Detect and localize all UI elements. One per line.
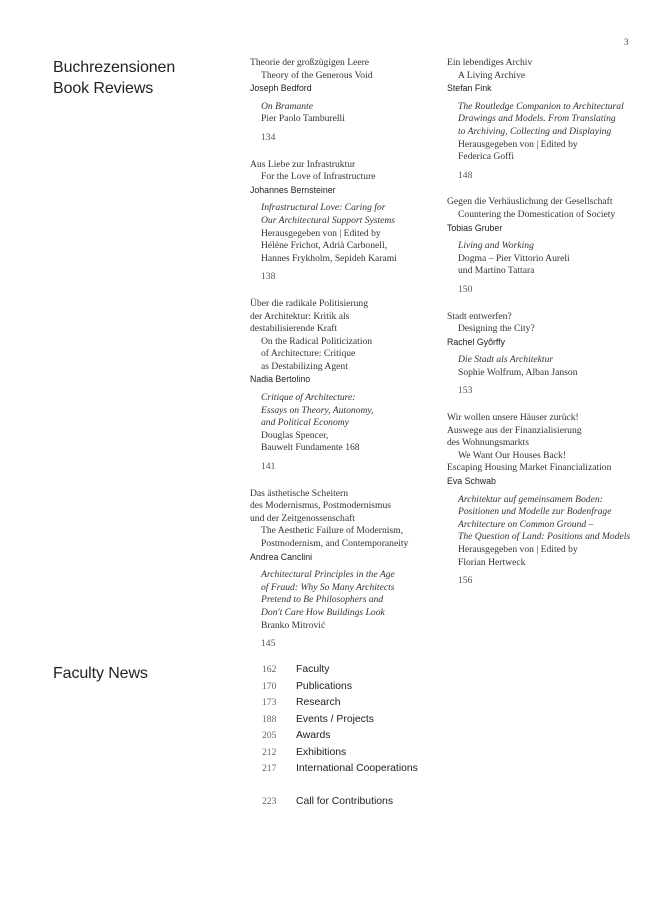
book-author: Hélène Frichot, Adrià Carbonell, xyxy=(261,240,388,252)
reviewer-name: Stefan Fink xyxy=(447,83,492,94)
reviewed-book xyxy=(447,240,637,278)
review-title-de: Stadt entwerfen? xyxy=(447,310,512,322)
book-author: Pier Paolo Tamburelli xyxy=(261,113,345,125)
review-title-de: Gegen die Verhäuslichung der Gesellschaft xyxy=(447,196,613,208)
book-reviews-heading xyxy=(53,57,175,99)
book-title: Don't Care How Buildings Look xyxy=(261,606,385,618)
book-author: und Martino Tattara xyxy=(458,265,535,277)
book-title: Essays on Theory, Autonomy, xyxy=(261,404,374,416)
book-title: Architectural Principles in the Age xyxy=(261,569,395,581)
book-title: Living and Working xyxy=(458,240,534,252)
review-page-number: 134 xyxy=(261,131,276,143)
review-title-de: Das ästhetische Scheitern xyxy=(250,487,349,499)
book-title: Architektur auf gemeinsamem Boden: xyxy=(458,493,603,505)
book-title: Drawings and Models. From Translating xyxy=(458,113,616,125)
faculty-news-item[interactable] xyxy=(262,664,418,681)
book-title: Die Stadt als Architektur xyxy=(458,354,554,366)
review-page-number: 148 xyxy=(458,169,473,181)
review-entry[interactable] xyxy=(250,159,440,284)
book-title: Our Architectural Support Systems xyxy=(261,214,396,226)
reviewer-name: Andrea Canclini xyxy=(250,551,313,562)
news-page-number: 170 xyxy=(262,680,277,692)
book-author: Bauwelt Fundamente 168 xyxy=(261,442,360,454)
review-title-en: Theory of the Generous Void xyxy=(261,69,373,81)
review-entry[interactable] xyxy=(250,488,440,651)
news-page-number: 162 xyxy=(262,664,277,675)
book-author: Herausgegeben von | Edited by xyxy=(261,227,381,239)
reviews-column-1 xyxy=(250,57,440,665)
review-entry[interactable] xyxy=(250,298,440,474)
news-label: Events / Projects xyxy=(296,713,374,725)
book-reviews-title-en: Book Reviews xyxy=(53,80,154,97)
review-title-de: Über die radikale Politisierung xyxy=(250,297,369,309)
book-author: Herausgegeben von | Edited by xyxy=(458,544,578,555)
review-title-en: as Destabilizing Agent xyxy=(261,360,348,372)
review-entry[interactable] xyxy=(447,412,637,588)
review-title-de: destabilisierende Kraft xyxy=(250,323,338,335)
news-page-number: 173 xyxy=(262,697,277,708)
review-title-en: Postmodernism, and Contemporaneity xyxy=(261,538,409,549)
review-title-en: We Want Our Houses Back! xyxy=(458,449,567,461)
faculty-news-item[interactable] xyxy=(262,763,418,780)
reviewed-book xyxy=(250,101,440,126)
reviewed-book xyxy=(447,354,637,379)
review-entry[interactable] xyxy=(447,311,637,399)
reviewed-book xyxy=(250,202,440,265)
review-title-de: Theorie der großzügigen Leere xyxy=(250,57,370,68)
review-title-en: Escaping Housing Market Financialization xyxy=(447,462,612,474)
book-title: and Political Economy xyxy=(261,417,349,429)
news-label: Faculty xyxy=(296,664,330,675)
book-title: Positionen und Modelle zur Bodenfrage xyxy=(458,506,612,518)
book-author: Hannes Frykholm, Sepideh Karami xyxy=(261,252,397,264)
review-title-en: On the Radical Politicization xyxy=(261,335,373,347)
book-author: Florian Hertweck xyxy=(458,556,526,568)
review-page-number: 156 xyxy=(458,575,473,587)
book-title: of Fraud: Why So Many Architects xyxy=(261,581,395,593)
review-entry[interactable] xyxy=(447,57,637,182)
book-title: The Question of Land: Positions and Models xyxy=(458,531,631,543)
book-author: Federica Goffi xyxy=(458,151,515,163)
review-title-en: Designing the City? xyxy=(458,323,535,335)
reviewer-name: Joseph Bedford xyxy=(250,83,312,94)
news-label: Call for Contributions xyxy=(296,795,394,807)
reviewer-name: Tobias Gruber xyxy=(447,222,503,233)
faculty-news-item[interactable] xyxy=(262,747,418,764)
review-page-number: 141 xyxy=(261,461,276,473)
faculty-news-list xyxy=(262,664,418,812)
faculty-news-item[interactable] xyxy=(262,681,418,698)
reviewer-name: Eva Schwab xyxy=(447,476,496,487)
news-label: Research xyxy=(296,697,341,708)
faculty-news-item[interactable] xyxy=(262,714,418,731)
book-title: The Routledge Companion to Architectural xyxy=(458,100,624,112)
book-author: Sophie Wolfrum, Alban Janson xyxy=(458,366,578,378)
book-title: On Bramante xyxy=(261,100,313,112)
review-page-number: 145 xyxy=(261,638,276,650)
review-title-en: A Living Archive xyxy=(458,69,526,81)
reviewer-name: Rachel Győrffy xyxy=(447,336,506,347)
book-author: Branko Mitrović xyxy=(261,619,326,631)
review-title-de: der Architektur: Kritik als xyxy=(250,310,350,322)
reviewed-book xyxy=(250,392,440,455)
news-page-number: 188 xyxy=(262,713,277,725)
reviewed-book xyxy=(447,494,637,570)
review-entry[interactable] xyxy=(250,57,440,145)
review-title-de: Ein lebendiges Archiv xyxy=(447,57,533,68)
reviewed-book xyxy=(250,569,440,632)
news-label: Exhibitions xyxy=(296,746,347,758)
reviews-column-2 xyxy=(447,57,637,602)
review-title-de: Wir wollen unsere Häuser zurück! xyxy=(447,412,579,424)
book-author: Douglas Spencer, xyxy=(261,429,329,441)
review-title-en: of Architecture: Critique xyxy=(261,348,356,360)
news-label: Awards xyxy=(296,730,331,741)
review-title-en: The Aesthetic Failure of Modernism, xyxy=(261,525,404,537)
book-author: Dogma – Pier Vittorio Aureli xyxy=(458,252,570,264)
book-title: to Archiving, Collecting and Displaying xyxy=(458,125,612,137)
reviewed-book xyxy=(447,101,637,164)
review-title-de: Auswege aus der Finanzialisierung xyxy=(447,424,582,436)
book-title: Critique of Architecture: xyxy=(261,392,356,404)
faculty-news-item[interactable] xyxy=(262,697,418,714)
review-title-de: Aus Liebe zur Infrastruktur xyxy=(250,158,356,170)
reviewer-name: Johannes Bernsteiner xyxy=(250,184,336,195)
reviewer-name: Nadia Bertolino xyxy=(250,374,311,385)
book-title: Infrastructural Love: Caring for xyxy=(261,202,386,214)
review-page-number: 138 xyxy=(261,271,276,283)
page-number: 3 xyxy=(624,37,629,47)
faculty-news-item[interactable] xyxy=(262,730,418,747)
review-title-de: des Modernismus, Postmodernismus xyxy=(250,500,391,512)
faculty-news-item[interactable] xyxy=(262,796,418,813)
book-title: Architecture on Common Ground – xyxy=(458,518,594,530)
faculty-news-title: Faculty News xyxy=(53,665,148,682)
news-page-number: 205 xyxy=(262,730,277,741)
review-page-number: 153 xyxy=(458,385,473,397)
review-page-number: 150 xyxy=(458,283,473,295)
review-title-de: und der Zeitgenossenschaft xyxy=(250,512,355,524)
book-reviews-title-de: Buchrezensionen xyxy=(53,59,176,76)
review-title-de: des Wohnungsmarkts xyxy=(447,437,529,449)
news-label: Publications xyxy=(296,680,353,692)
news-page-number: 217 xyxy=(262,763,277,774)
book-author: Herausgegeben von | Edited by xyxy=(458,138,578,150)
book-title: Pretend to Be Philosophers and xyxy=(261,594,384,606)
review-title-en: For the Love of Infrastructure xyxy=(261,171,376,183)
faculty-news-heading xyxy=(53,663,148,684)
news-label: International Cooperations xyxy=(296,763,418,774)
review-title-en: Countering the Domestication of Society xyxy=(458,208,616,220)
review-entry[interactable] xyxy=(447,196,637,296)
news-page-number: 212 xyxy=(262,746,277,758)
news-page-number: 223 xyxy=(262,795,277,807)
